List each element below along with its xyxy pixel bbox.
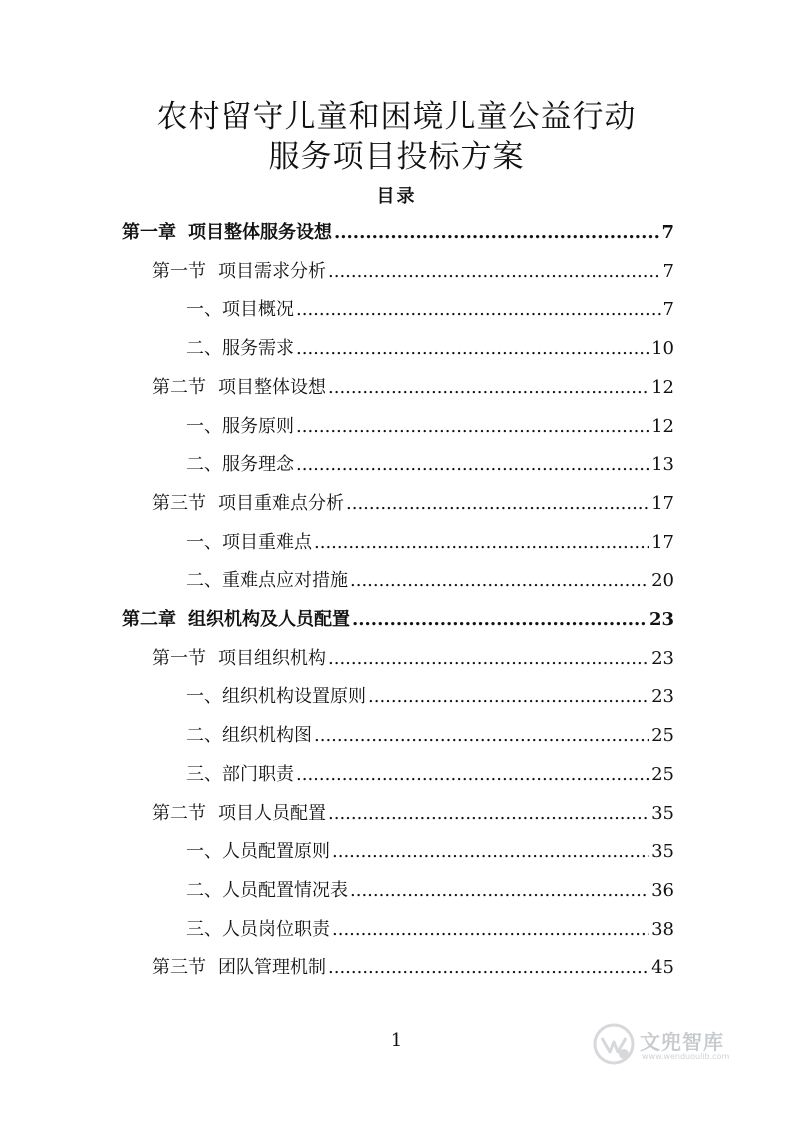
toc-subsection-entry bbox=[186, 721, 674, 751]
toc-subsection-entry bbox=[186, 334, 674, 364]
toc-dot-leader bbox=[328, 953, 649, 983]
toc-entry-page: 17 bbox=[651, 532, 674, 553]
toc-entry-title: 项目人员配置 bbox=[218, 803, 326, 824]
toc-entry-page: 12 bbox=[651, 377, 674, 398]
toc-entry-title: 团队管理机制 bbox=[218, 957, 326, 978]
toc-subsection-entry bbox=[186, 837, 674, 867]
toc-heading: 目录 bbox=[376, 186, 417, 207]
toc-entry-page: 23 bbox=[651, 648, 674, 669]
toc-entry-number: 一、 bbox=[186, 532, 222, 553]
toc-entry-number: 一、 bbox=[186, 299, 222, 320]
toc-entry-title: 项目重难点 bbox=[222, 532, 312, 553]
toc-dot-leader bbox=[346, 489, 649, 519]
toc-entry-title: 项目重难点分析 bbox=[218, 493, 344, 514]
toc-entry-number: 二、 bbox=[186, 725, 222, 746]
toc-section-entry bbox=[152, 953, 674, 983]
toc-dot-leader bbox=[368, 682, 649, 712]
toc-dot-leader bbox=[328, 799, 649, 829]
toc-entry-page: 13 bbox=[651, 454, 674, 475]
toc-entry-page: 35 bbox=[651, 803, 674, 824]
toc-entry-title: 项目需求分析 bbox=[218, 261, 326, 282]
toc-entry-page: 12 bbox=[651, 416, 674, 437]
toc-entry-title: 服务需求 bbox=[222, 338, 294, 359]
toc-entry-title: 部门职责 bbox=[222, 764, 294, 785]
toc-entry-page: 20 bbox=[651, 570, 674, 591]
toc-entry-title: 组织机构图 bbox=[222, 725, 312, 746]
toc-dot-leader bbox=[296, 450, 649, 480]
toc-subsection-entry bbox=[186, 450, 674, 480]
toc-dot-leader bbox=[328, 373, 649, 403]
toc-entry-page: 36 bbox=[651, 880, 674, 901]
toc-subsection-entry bbox=[186, 760, 674, 790]
page-number: 1 bbox=[390, 1030, 403, 1051]
toc-section-entry bbox=[152, 373, 674, 403]
toc-dot-leader bbox=[314, 528, 649, 558]
toc-dot-leader bbox=[328, 257, 661, 287]
toc-entry-number: 第一节 bbox=[152, 261, 206, 282]
toc-dot-leader bbox=[334, 218, 659, 248]
toc-entry-title: 组织机构及人员配置 bbox=[188, 609, 350, 630]
toc-subsection-entry bbox=[186, 295, 674, 325]
toc-dot-leader bbox=[350, 876, 649, 906]
toc-dot-leader bbox=[296, 760, 649, 790]
toc-dot-leader bbox=[314, 721, 649, 751]
toc-entry-page: 17 bbox=[651, 493, 674, 514]
toc-entry-page: 7 bbox=[661, 222, 674, 243]
watermark-url: www.wenduoulib.com bbox=[642, 1052, 730, 1061]
toc-entry-number: 一、 bbox=[186, 416, 222, 437]
toc-entry-page: 25 bbox=[651, 764, 674, 785]
toc-dot-leader bbox=[332, 915, 649, 945]
toc-entry-number: 三、 bbox=[186, 764, 222, 785]
toc-subsection-entry bbox=[186, 915, 674, 945]
toc-entry-number: 二、 bbox=[186, 570, 222, 591]
toc-entry-number: 第二节 bbox=[152, 377, 206, 398]
toc-chapter-entry bbox=[122, 605, 674, 635]
toc-entry-title: 人员岗位职责 bbox=[222, 919, 330, 940]
toc-entry-page: 23 bbox=[648, 609, 674, 630]
wendu-logo-icon bbox=[592, 1022, 636, 1066]
toc-entry-page: 25 bbox=[651, 725, 674, 746]
toc-entry-number: 一、 bbox=[186, 686, 222, 707]
toc-section-entry bbox=[152, 799, 674, 829]
toc-entry-page: 23 bbox=[651, 686, 674, 707]
toc-subsection-entry bbox=[186, 412, 674, 442]
toc-entry-number: 二、 bbox=[186, 454, 222, 475]
toc-entry-title: 项目整体服务设想 bbox=[188, 222, 332, 243]
toc-dot-leader bbox=[332, 837, 649, 867]
toc-entry-number: 二、 bbox=[186, 880, 222, 901]
toc-dot-leader bbox=[296, 334, 649, 364]
toc-entry-number: 第一章 bbox=[122, 222, 176, 243]
toc-entry-title: 人员配置情况表 bbox=[222, 880, 348, 901]
toc-dot-leader bbox=[328, 644, 649, 674]
toc-entry-number: 第三节 bbox=[152, 493, 206, 514]
toc-dot-leader bbox=[296, 412, 649, 442]
toc-entry-page: 45 bbox=[651, 957, 674, 978]
toc-entry-title: 项目组织机构 bbox=[218, 648, 326, 669]
toc-chapter-entry bbox=[122, 218, 674, 248]
document-title-line-2: 服务项目投标方案 bbox=[268, 139, 525, 175]
toc-entry-page: 10 bbox=[651, 338, 674, 359]
toc-entry-page: 38 bbox=[651, 919, 674, 940]
toc-entry-page: 7 bbox=[662, 299, 674, 320]
toc-dot-leader bbox=[352, 605, 647, 635]
toc-entry-page: 7 bbox=[662, 261, 674, 282]
toc-dot-leader bbox=[350, 566, 649, 596]
toc-section-entry bbox=[152, 489, 674, 519]
toc-dot-leader bbox=[296, 295, 661, 325]
toc-subsection-entry bbox=[186, 528, 674, 558]
toc-entry-title: 项目整体设想 bbox=[218, 377, 326, 398]
toc-entry-title: 组织机构设置原则 bbox=[222, 686, 366, 707]
watermark bbox=[592, 1018, 752, 1074]
toc-entry-number: 第一节 bbox=[152, 648, 206, 669]
toc-entry-title: 人员配置原则 bbox=[222, 841, 330, 862]
toc-entry-number: 二、 bbox=[186, 338, 222, 359]
document-title-line-1: 农村留守儿童和困境儿童公益行动 bbox=[156, 99, 637, 135]
toc-entry-number: 第二章 bbox=[122, 609, 176, 630]
toc-entry-title: 项目概况 bbox=[222, 299, 294, 320]
toc-entry-number: 第二节 bbox=[152, 803, 206, 824]
toc-subsection-entry bbox=[186, 566, 674, 596]
toc-entry-number: 三、 bbox=[186, 919, 222, 940]
toc-entry-title: 重难点应对措施 bbox=[222, 570, 348, 591]
toc-section-entry bbox=[152, 257, 674, 287]
toc-subsection-entry bbox=[186, 876, 674, 906]
toc-entry-number: 一、 bbox=[186, 841, 222, 862]
toc-entry-title: 服务理念 bbox=[222, 454, 294, 475]
toc-section-entry bbox=[152, 644, 674, 674]
toc-subsection-entry bbox=[186, 682, 674, 712]
toc-entry-number: 第三节 bbox=[152, 957, 206, 978]
toc-entry-page: 35 bbox=[651, 841, 674, 862]
toc-entry-title: 服务原则 bbox=[222, 416, 294, 437]
watermark-brand: 文兜智库 bbox=[640, 1030, 724, 1054]
